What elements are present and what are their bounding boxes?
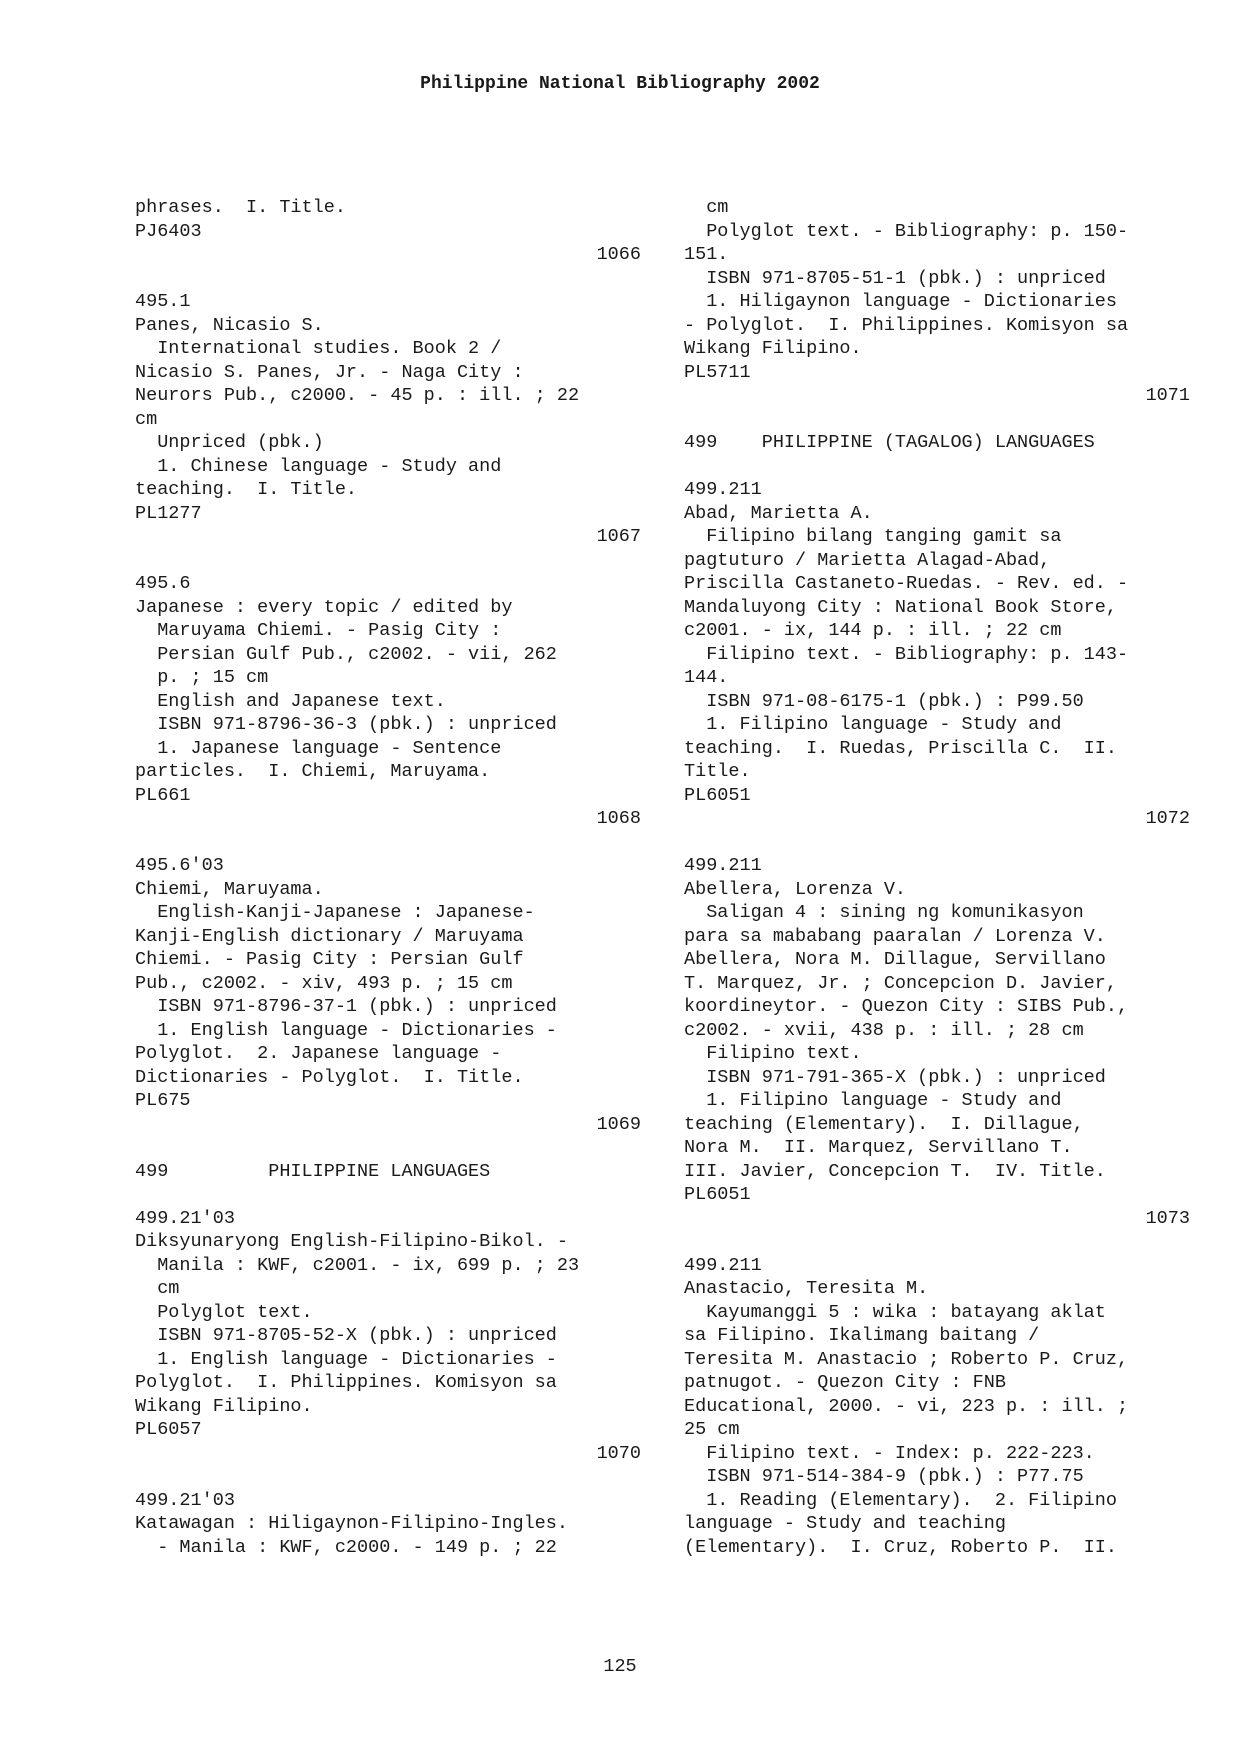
- text-line: ISBN 971-514-384-9 (pbk.) : P77.75: [684, 1466, 1084, 1487]
- text-line: patnugot. - Quezon City : FNB: [684, 1372, 1006, 1393]
- text-line: (Elementary). I. Cruz, Roberto P. II.: [684, 1536, 1117, 1558]
- text-line: particles. I. Chiemi, Maruyama.: [135, 761, 491, 782]
- blank-line: [684, 408, 1190, 432]
- text-line: Wikang Filipino.: [135, 1395, 313, 1417]
- text-line: Mandaluyong City : National Book Store,: [684, 596, 1117, 618]
- text-line: PJ6403: [135, 220, 202, 242]
- text-line: Polyglot text. - Bibliography: p. 150-: [684, 220, 1129, 242]
- text-line: 495.1: [135, 291, 191, 312]
- text-line: Polyglot. 2. Japanese language -: [135, 1043, 502, 1064]
- text-line: 499.211: [684, 479, 762, 500]
- text-line: PL6057: [135, 1419, 202, 1440]
- text-line: Abad, Marietta A.: [684, 502, 873, 524]
- text-line: cm: [135, 1278, 180, 1299]
- text-line: English-Kanji-Japanese : Japanese-: [135, 902, 535, 923]
- text-line: 1. Reading (Elementary). 2. Filipino: [684, 1489, 1117, 1511]
- text-line: sa Filipino. Ikalimang baitang /: [684, 1325, 1040, 1346]
- entry-number: 1073: [1145, 1207, 1190, 1229]
- blank-line: [684, 831, 1190, 855]
- text-line: - Polyglot. I. Philippines. Komisyon sa: [684, 314, 1129, 336]
- text-line: 1. Chinese language - Study and: [135, 455, 502, 477]
- text-line: PL6051: [684, 784, 751, 806]
- entry-number: 1071: [1145, 385, 1190, 406]
- blank-line: [135, 549, 641, 573]
- text-line: 1. English language - Dictionaries -: [135, 1019, 557, 1041]
- text-line: 1. Filipino language - Study and: [684, 714, 1062, 735]
- left-column: [135, 196, 641, 1559]
- blank-line: [135, 267, 641, 291]
- text-line: 499 PHILIPPINE (TAGALOG) LANGUAGES: [684, 432, 1095, 453]
- text-line: 1. Japanese language - Sentence: [135, 737, 502, 759]
- text-line: 25 cm: [684, 1419, 740, 1440]
- text-line: ISBN 971-08-6175-1 (pbk.) : P99.50: [684, 690, 1084, 712]
- text-line: 499.21'03: [135, 1207, 235, 1229]
- text-line: Chiemi, Maruyama.: [135, 878, 324, 900]
- blank-line: [135, 1465, 641, 1489]
- text-line: teaching. I. Ruedas, Priscilla C. II.: [684, 737, 1117, 759]
- text-line: 499.21'03: [135, 1489, 235, 1511]
- text-line: Neurors Pub., c2000. - 45 p. : ill. ; 22: [135, 385, 580, 406]
- text-line: Pub., c2002. - xiv, 493 p. ; 15 cm: [135, 972, 513, 994]
- text-line: 144.: [684, 667, 729, 688]
- text-line: Filipino bilang tanging gamit sa: [684, 526, 1062, 547]
- text-line: PL6051: [684, 1184, 751, 1205]
- text-line: 1. Hiligaynon language - Dictionaries: [684, 291, 1117, 312]
- blank-line: [135, 1136, 641, 1160]
- text-line: Wikang Filipino.: [684, 338, 862, 359]
- text-line: PL661: [135, 784, 191, 806]
- text-line: 1. Filipino language - Study and: [684, 1090, 1062, 1111]
- entry-number: 1069: [596, 1113, 641, 1135]
- text-line: Abellera, Lorenza V.: [684, 878, 907, 900]
- text-line: Katawagan : Hiligaynon-Filipino-Ingles.: [135, 1513, 568, 1534]
- text-line: ISBN 971-791-365-X (pbk.) : unpriced: [684, 1066, 1106, 1088]
- text-line: ISBN 971-8796-36-3 (pbk.) : unpriced: [135, 714, 557, 735]
- blank-line: [135, 1183, 641, 1207]
- blank-line: [135, 831, 641, 855]
- text-line: PL675: [135, 1090, 191, 1111]
- text-line: ISBN 971-8705-52-X (pbk.) : unpriced: [135, 1325, 557, 1346]
- text-line: para sa mababang paaralan / Lorenza V.: [684, 925, 1106, 947]
- text-line: 499.211: [684, 1254, 762, 1276]
- text-line: Panes, Nicasio S.: [135, 314, 324, 336]
- text-line: Filipino text. - Bibliography: p. 143-: [684, 643, 1129, 665]
- text-line: Japanese : every topic / edited by: [135, 596, 513, 618]
- text-line: phrases. I. Title.: [135, 197, 346, 218]
- text-line: Filipino text.: [684, 1043, 862, 1064]
- text-line: T. Marquez, Jr. ; Concepcion D. Javier,: [684, 972, 1117, 994]
- text-line: Filipino text. - Index: p. 222-223.: [684, 1442, 1095, 1464]
- text-line: Nicasio S. Panes, Jr. - Naga City :: [135, 361, 524, 383]
- text-line: pagtuturo / Marietta Alagad-Abad,: [684, 549, 1051, 571]
- text-line: - Manila : KWF, c2000. - 149 p. ; 22: [135, 1536, 557, 1558]
- right-column: [684, 196, 1190, 1559]
- entry-number: 1070: [596, 1442, 641, 1464]
- text-line: teaching (Elementary). I. Dillague,: [684, 1113, 1084, 1135]
- text-line: 1. English language - Dictionaries -: [135, 1348, 557, 1370]
- text-line: Educational, 2000. - vi, 223 p. : ill. ;: [684, 1395, 1129, 1417]
- text-line: Abellera, Nora M. Dillague, Servillano: [684, 949, 1106, 970]
- text-line: Persian Gulf Pub., c2002. - vii, 262: [135, 643, 557, 665]
- text-line: 499 PHILIPPINE LANGUAGES: [135, 1160, 491, 1182]
- text-line: PL1277: [135, 502, 202, 524]
- text-line: PL5711: [684, 361, 751, 383]
- text-line: Kayumanggi 5 : wika : batayang aklat: [684, 1301, 1106, 1323]
- text-line: Maruyama Chiemi. - Pasig City :: [135, 620, 502, 641]
- entry-number: 1068: [596, 808, 641, 829]
- text-line: Dictionaries - Polyglot. I. Title.: [135, 1066, 524, 1088]
- text-line: ISBN 971-8796-37-1 (pbk.) : unpriced: [135, 996, 557, 1017]
- text-line: ISBN 971-8705-51-1 (pbk.) : unpriced: [684, 267, 1106, 289]
- text-line: Chiemi. - Pasig City : Persian Gulf: [135, 949, 524, 970]
- text-line: Anastacio, Teresita M.: [684, 1278, 929, 1299]
- text-line: Diksyunaryong English-Filipino-Bikol. -: [135, 1231, 568, 1252]
- text-line: 495.6'03: [135, 855, 224, 876]
- text-line: International studies. Book 2 /: [135, 338, 502, 359]
- text-line: Priscilla Castaneto-Ruedas. - Rev. ed. -: [684, 573, 1129, 594]
- text-line: c2002. - xvii, 438 p. : ill. ; 28 cm: [684, 1019, 1084, 1041]
- entry-number: 1066: [596, 244, 641, 265]
- entry-number: 1072: [1145, 808, 1190, 829]
- text-line: 495.6: [135, 573, 191, 594]
- text-line: p. ; 15 cm: [135, 667, 269, 688]
- page-title: Philippine National Bibliography 2002: [420, 74, 820, 94]
- text-line: III. Javier, Concepcion T. IV. Title.: [684, 1160, 1106, 1182]
- text-line: Polyglot text.: [135, 1301, 313, 1323]
- text-line: Unpriced (pbk.): [135, 432, 324, 453]
- text-line: language - Study and teaching: [684, 1513, 1006, 1534]
- text-line: 499.211: [684, 855, 762, 876]
- text-line: Saligan 4 : sining ng komunikasyon: [684, 902, 1084, 923]
- text-line: cm: [684, 197, 729, 218]
- blank-line: [684, 455, 1190, 479]
- text-line: c2001. - ix, 144 p. : ill. ; 22 cm: [684, 620, 1062, 641]
- text-line: Teresita M. Anastacio ; Roberto P. Cruz,: [684, 1348, 1129, 1370]
- text-line: English and Japanese text.: [135, 690, 446, 712]
- text-line: cm: [135, 408, 158, 430]
- text-line: Polyglot. I. Philippines. Komisyon sa: [135, 1372, 557, 1393]
- text-line: Kanji-English dictionary / Maruyama: [135, 925, 524, 947]
- text-line: koordineytor. - Quezon City : SIBS Pub.,: [684, 996, 1129, 1017]
- text-line: Manila : KWF, c2001. - ix, 699 p. ; 23: [135, 1254, 580, 1276]
- text-line: Nora M. II. Marquez, Servillano T.: [684, 1137, 1073, 1158]
- text-line: 151.: [684, 244, 729, 265]
- blank-line: [684, 1230, 1190, 1254]
- page-number: 125: [603, 1656, 637, 1677]
- text-line: Title.: [684, 761, 751, 782]
- text-line: teaching. I. Title.: [135, 479, 358, 500]
- entry-number: 1067: [596, 526, 641, 547]
